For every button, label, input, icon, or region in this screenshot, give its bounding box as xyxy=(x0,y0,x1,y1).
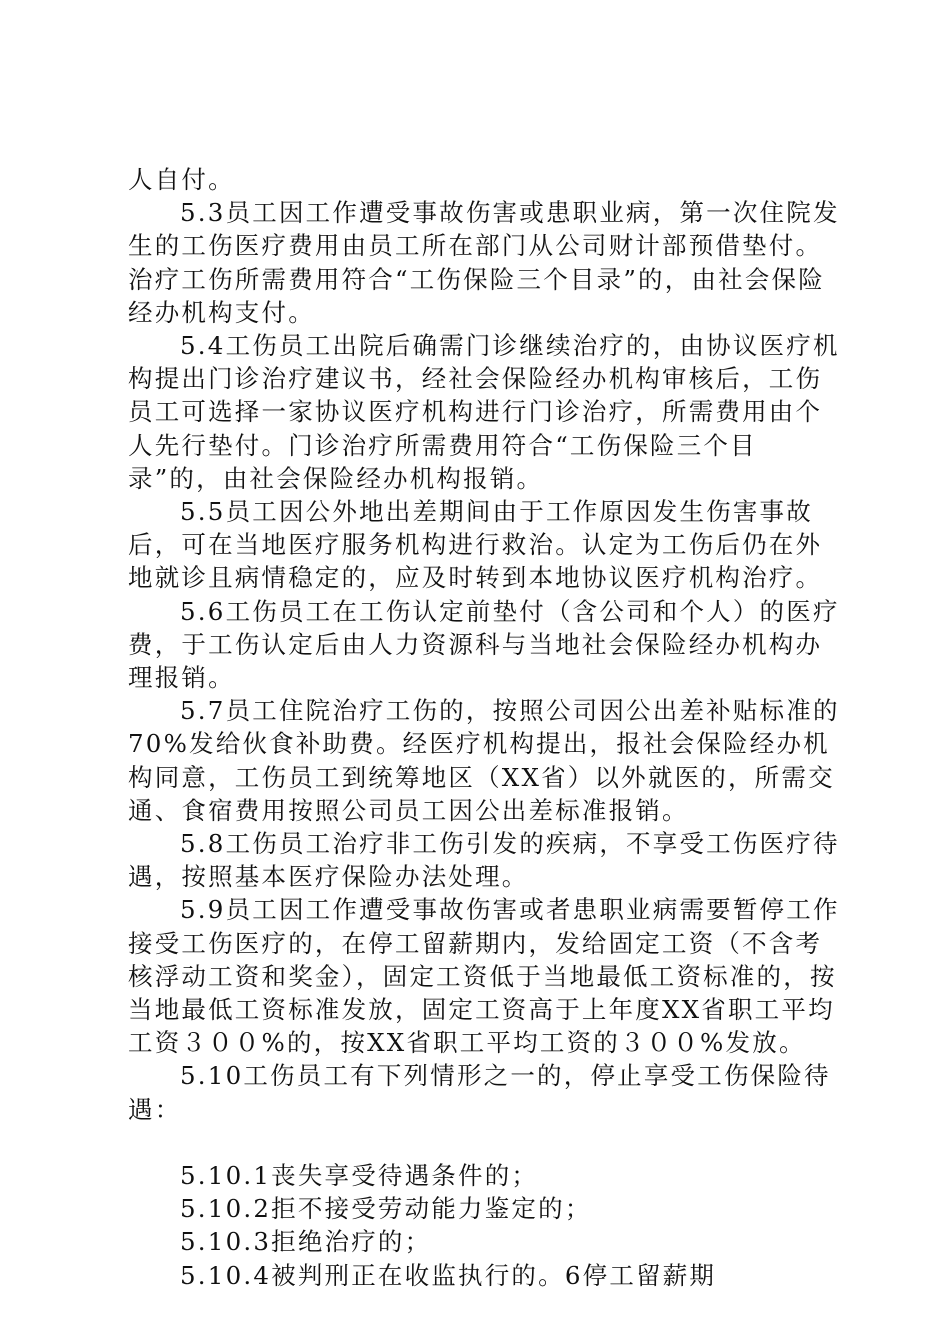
paragraph-5-6: 5.6工伤员工在工伤认定前垫付（含公司和个人）的医疗费，于工伤认定后由人力资源科与当地社会保险经办机构办理报销。 xyxy=(128,596,840,693)
document-body xyxy=(128,163,848,1292)
paragraph-5-4: 5.4工伤员工出院后确需门诊继续治疗的，由协议医疗机构提出门诊治疗建议书，经社会保险经办机构审核后，工伤员工可选择一家协议医疗机构进行门诊治疗，所需费用由个人先行垫付。门诊治疗所需费用符合“工伤保险三个目录”的，由社会保险经办机构报销。 xyxy=(128,331,840,493)
blank-line xyxy=(128,1126,848,1159)
paragraph-5-3: 5.3员工因工作遭受事故伤害或患职业病，第一次住院发生的工伤医疗费用由员工所在部门从公司财计部预借垫付。治疗工伤所需费用符合“工伤保险三个目录”的，由社会保险经办机构支付。 xyxy=(128,198,840,327)
list-item: 5.10.3拒绝治疗的； xyxy=(180,1227,432,1257)
paragraph-5-10: 5.10工伤员工有下列情形之一的，停止享受工伤保险待遇： xyxy=(128,1061,831,1124)
list-item: 5.10.1丧失享受待遇条件的； xyxy=(180,1160,539,1190)
list-item: 5.10.2拒不接受劳动能力鉴定的； xyxy=(180,1194,592,1224)
paragraph-5-7: 5.7员工住院治疗工伤的，按照公司因公出差补贴标准的70%发给伙食补助费。经医疗机构提出，报社会保险经办机构同意，工伤员工到统筹地区（XX省）以外就医的，所需交通、食宿费用按照公司员工因公出差标准报销。 xyxy=(128,696,840,825)
paragraph-5-5: 5.5员工因公外地出差期间由于工作原因发生伤害事故后，可在当地医疗服务机构进行救治。认定为工伤后仍在外地就诊且病情稳定的，应及时转到本地协议医疗机构治疗。 xyxy=(128,497,823,593)
paragraph-5-9: 5.9员工因工作遭受事故伤害或者患职业病需要暂停工作接受工伤医疗的，在停工留薪期内，发给固定工资（不含考核浮动工资和奖金），固定工资低于当地最低工资标准的，按当地最低工资标准发放，固定工资高于上年度XX省职工平均工资３００%的，按XX省职工平均工资的３００%发放。 xyxy=(128,895,840,1058)
paragraph-5-8: 5.8工伤员工治疗非工伤引发的疾病，不享受工伤医疗待遇，按照基本医疗保险办法处理。 xyxy=(128,829,840,892)
paragraph-continuation: 人自付。 xyxy=(128,165,235,194)
list-item: 5.10.4被判刑正在收监执行的。6停工留薪期 xyxy=(180,1260,717,1290)
